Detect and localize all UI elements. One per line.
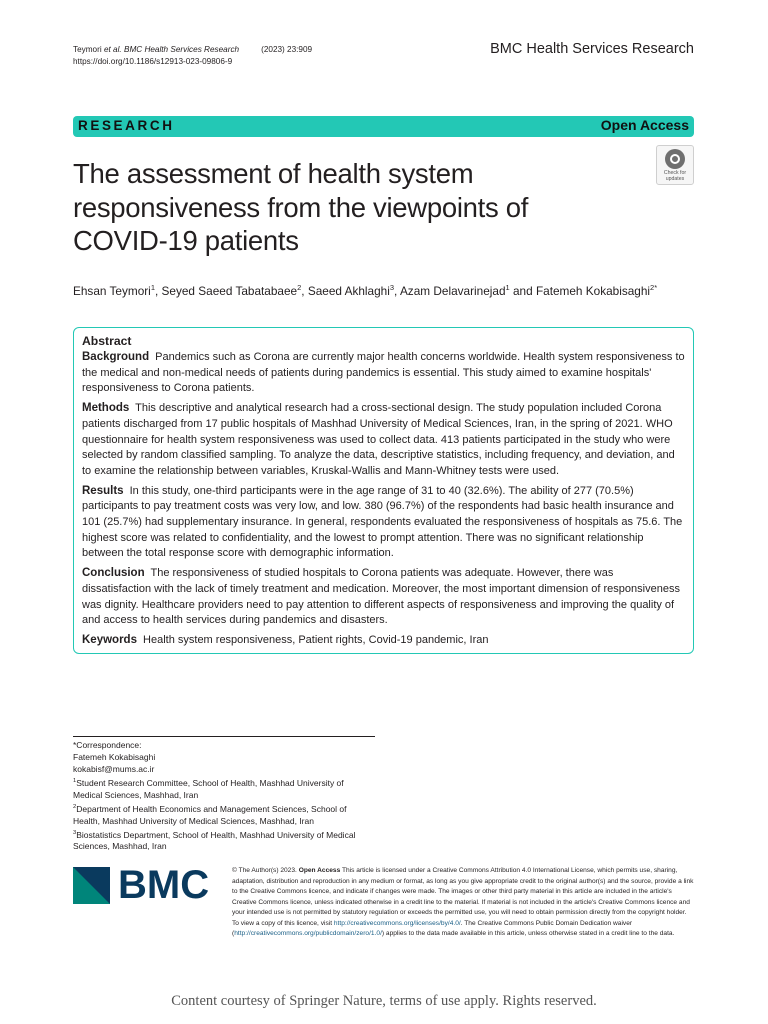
doi-link[interactable]: https://doi.org/10.1186/s12913-023-09806-9 [73,57,233,66]
author-affiliation-marker: 2 [297,283,302,292]
conclusion-label: Conclusion [82,567,145,580]
author-separator: , [154,283,162,298]
author-name: Saeed Akhlaghi [307,283,390,298]
citation-journal: et al. BMC Health Services Research [103,45,240,54]
check-updates-label: Check for updates [663,170,687,182]
citation-line [73,44,312,56]
bmc-logo-text: BMC [118,863,210,907]
author-affiliation-marker: 1 [505,283,510,292]
license-text: © The Author(s) 2023. Open Access This article is licensed under a Creative Commons Attribution 4.0 International License, which permits use, sharing, adaptation, distribution and reproduction in any medium or format, as long as you give appropriate credit to the original author(s) and the source, provide a link to the Creative Commons licence, and indicate if changes were made. The images or other third party material in this article are included in the article's Creative Commons licence, unless indicated otherwise in a credit line to the material. If material is not included in the article's Creative Commons licence and your intended use is not permitted by statutory regulation or exceeds the permitted use, you will need to obtain permission directly from the copyright holder. To view a copy of this licence, visit http://creativecommons.org/licenses/by/4.0/. The Creative Commons Public Domain Dedication waiver (http://creativecommons.org/publicdomain/zero/1.0/) applies to the data made available in this article, unless otherwise stated in a credit line to the data. [232,867,694,937]
affiliation-1: $^1$Student Research Committee, School of Health, Mashhad University of Medical Sciences, Mashhad, Iran [73,777,344,800]
citation-author: Teymori [73,45,102,54]
author-affiliation-marker: 3 [389,283,395,292]
affiliation-3: $^3$Biostatistics Department, School of Health, Mashhad University of Medical Sciences, Mashhad, Iran [73,829,356,852]
correspondence-label: *Correspondence: [73,740,142,750]
license-link-by[interactable]: http://creativecommons.org/licenses/by/4.0/ [333,919,461,927]
author-list [73,283,657,298]
article-type-label: RESEARCH [78,118,175,133]
correspondence-block [73,736,375,852]
methods-label: Methods [82,402,130,415]
author-name: Fatemeh Kokabisaghi [535,283,651,298]
abstract-heading: Abstract [82,334,132,348]
author-affiliation-marker: 2* [650,283,658,292]
author-name: Seyed Saeed Tabatabaee [161,283,298,298]
abstract-methods: Methods This descriptive and analytical research had a cross-sectional design. The study population included Corona patients discharged from 17 public hospitals of Mashhad University of Medical Sciences, Iran, in the spring of 2021. WHO questionnaire for health system responsiveness was used to collect data. 413 patients participated in the study who were selected by random classified sampling. To analyze the data, descriptive statistics, including frequency, and deviation, and to examine the relationship between variables, Kruskal-Wallis and Mann-Whitney tests were used. [82,402,675,477]
article-title: The assessment of health system responsiveness from the viewpoints of COVID-19 patients [73,158,529,256]
check-updates-icon [665,149,685,169]
citation-header [73,44,312,68]
journal-name: BMC Health Services Research [490,41,694,57]
correspondence-name: Fatemeh Kokabisaghi [73,752,156,762]
license-open-access: Open Access [298,867,341,874]
bmc-logo-mark-icon [73,867,110,904]
abstract-keywords: Keywords Health system responsiveness, Patient rights, Covid-19 pandemic, Iran [82,633,489,646]
open-access-label: Open Access [600,117,689,133]
keywords-label: Keywords [82,633,137,646]
article-type-band [73,116,694,137]
check-for-updates-button[interactable] [656,145,694,185]
license-link-zero[interactable]: http://creativecommons.org/publicdomain/zero/1.0/ [234,930,382,937]
author-name: Azam Delavarinejad [399,283,506,298]
author-name: Ehsan Teymori [73,283,151,298]
abstract-results: Results In this study, one-third participants were in the age range of 31 to 40 (32.6%). The ability of 277 (70.5%) participants to pay treatment costs was very low, and low. 380 (96.7%) of the respondents had basic health insurance and 101 (25.7%) had supplementary insurance. In general, respondents evaluated the responsiveness of hospitals as 75.6. The highest score was related to confidentiality, and the lowest to prompt attention. There was no significant relationship between the total response score with demographic information. [82,484,683,560]
abstract-box [73,327,694,654]
author-separator: , [301,283,308,298]
bmc-logo [73,863,215,907]
courtesy-footer: Content courtesy of Springer Nature, terms of use apply. Rights reserved. [171,993,597,1009]
background-label: Background [82,351,150,363]
results-label: Results [82,484,124,497]
correspondence-email[interactable]: kokabisf@mums.ac.ir [73,764,155,774]
author-affiliation-marker: 1 [150,283,155,292]
author-separator: , [394,283,400,298]
citation-volume: (2023) 23:909 [261,45,313,54]
abstract-conclusion: Conclusion The responsiveness of studied hospitals to Corona patients was adequate. However, there was dissatisfaction with the lack of timely treatment and medication. Moreover, the most important dimension of responsiveness was dignity. Healthcare providers need to pay attention to different aspects of responsiveness and improving the quality of and access to health services during pandemics and disasters. [82,567,680,627]
abstract-background: Background Pandemics such as Corona are currently major health concerns worldwide. Health system responsiveness to the medical and non-medical needs of patients during pandemics is essential. This study aimed to examine hospitals' responsiveness to Corona patients. [82,351,685,395]
author-separator: and [509,283,536,298]
affiliation-2: $^2$Department of Health Economics and Management Sciences, School of Health, Mashhad University of Medical Sciences, Mashhad, Iran [73,803,347,826]
